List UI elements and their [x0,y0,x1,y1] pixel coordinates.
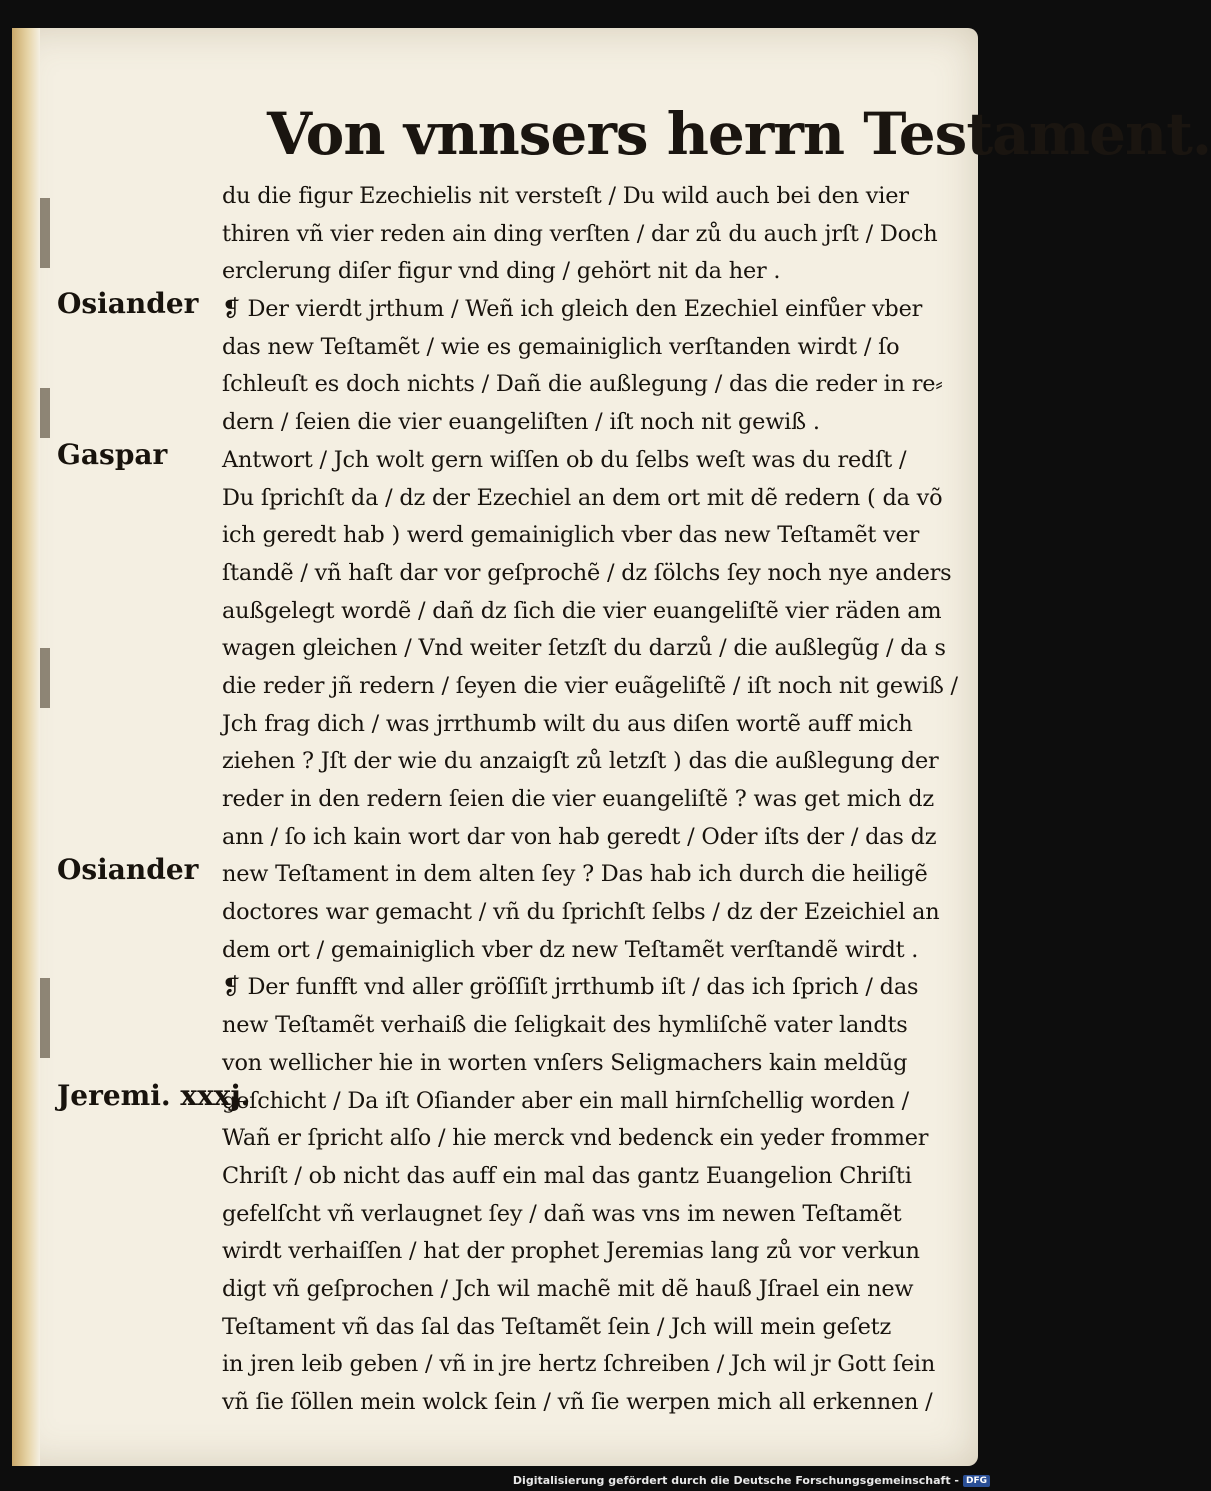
margin-note: Jeremi. xxxj. [57,1078,251,1112]
text-line: dem ort / gemainiglich vber dz new Teſtamẽt verſtandẽ wirdt . [222,936,919,963]
text-line: ich geredt hab ) werd gemainiglich vber das new Teſtamẽt ver [222,522,920,549]
text-line: Jch frag dich / was jrrthumb wilt du aus diſen wortẽ auff mich [222,710,913,737]
text-line: ſtandẽ / vñ haſt dar vor geſprochẽ / dz ſölchs ſey noch nye anders [222,559,952,586]
text-line: ſchleuſt es doch nichts / Dañ die außlegung / das die reder in re⸗ [222,371,943,398]
text-line: gefelſcht vñ verlaugnet ſey / dañ was vns im newen Teſtamẽt [222,1200,902,1227]
text-line: wirdt verhaiſſen / hat der prophet Jeremias lang zů vor verkun [222,1238,920,1265]
text-line: ziehen ? Jſt der wie du anzaigſt zů letzſt ) das die außlegung der [222,748,939,775]
text-line: Teſtament vñ das ſal das Teſtamẽt ſein / Jch will mein geſetz [222,1313,892,1340]
page-edge [12,28,40,1466]
text-line: new Teſtament in dem alten ſey ? Das hab ich durch die heiligẽ [222,861,928,888]
text-line: die reder jñ redern / ſeyen die vier euãgeliſtẽ / iſt noch nit gewiß / [222,672,958,699]
text-line: thiren vñ vier reden ain ding verſten / dar zů du auch jrſt / Doch [222,220,938,247]
running-head: Von vnnsers herrn Testament. [267,100,1211,168]
binding-mark [40,978,50,1058]
text-line: reder in den redern ſeien die vier euangeliſtẽ ? was get mich dz [222,786,934,812]
footer-credit: Digitalisierung gefördert durch die Deutsche Forschungsgemeinschaft - [512,1474,959,1487]
binding-mark [40,198,50,268]
text-line: ann / ſo ich kain wort dar von hab geredt / Oder iſts der / das dz [222,823,937,850]
binding-mark [40,388,50,438]
text-line: Wañ er ſpricht alſo / hie merck vnd bedenck ein yeder frommer [222,1125,929,1152]
text-line: vñ ſie ſöllen mein wolck ſein / vñ ſie werpen mich all erkennen / [222,1389,933,1415]
text-line: ❡ Der funfft vnd aller gröſſiſt jrrthumb iſt / das ich ſprich / das [222,974,919,1001]
margin-note: Gaspar [57,437,168,471]
dfg-logo-icon: DFG [963,1475,990,1487]
text-line: Antwort / Jch wolt gern wiſſen ob du ſelbs weſt was du redſt / [222,446,907,473]
book-page [12,28,1211,1466]
footer [513,1474,990,1487]
text-line: von wellicher hie in worten vnſers Seligmachers kain meldũg [222,1049,908,1076]
text-line: wagen gleichen / Vnd weiter ſetzſt du darzů / die außlegũg / da s [222,635,946,662]
text-line: Chriſt / ob nicht das auff ein mal das gantz Euangelion Chriſti [222,1162,912,1189]
text-line: new Teſtamẽt verhaiß die ſeligkait des hymliſchẽ vater landts [222,1012,908,1039]
text-line: das new Teſtamẽt / wie es gemainiglich verſtanden wirdt / ſo [222,333,900,360]
text-line: geſchicht / Da iſt Oſiander aber ein mall hirnſchellig worden / [222,1087,909,1114]
text-line: Du ſprichſt da / dz der Ezechiel an dem ort mit dẽ redern ( da võ [222,484,943,511]
body-text [222,178,982,1422]
text-line: digt vñ geſprochen / Jch wil machẽ mit dẽ hauß Jſrael ein new [222,1275,914,1302]
text-line: du die figur Ezechielis nit versteſt / Du wild auch bei den vier [222,183,909,209]
text-line: ❡ Der vierdt jrthum / Weñ ich gleich den Ezechiel einfůer vber [222,296,923,323]
text-line: außgelegt wordẽ / dañ dz ſich die vier euangeliſtẽ vier räden am [222,597,942,624]
text-line: erclerung diſer figur vnd ding / gehört nit da her . [222,258,781,285]
margin-note: Osiander [57,287,199,321]
text-line: doctores war gemacht / vñ du ſprichſt ſelbs / dz der Ezeichiel an [222,899,940,926]
binding-mark [40,648,50,708]
text-line: dern / ſeien die vier euangeliſten / iſt noch nit gewiß . [222,409,820,436]
margin-note: Osiander [57,852,199,886]
text-line: in jren leib geben / vñ in jre hertz ſchreiben / Jch wil jr Gott ſein [222,1351,936,1378]
